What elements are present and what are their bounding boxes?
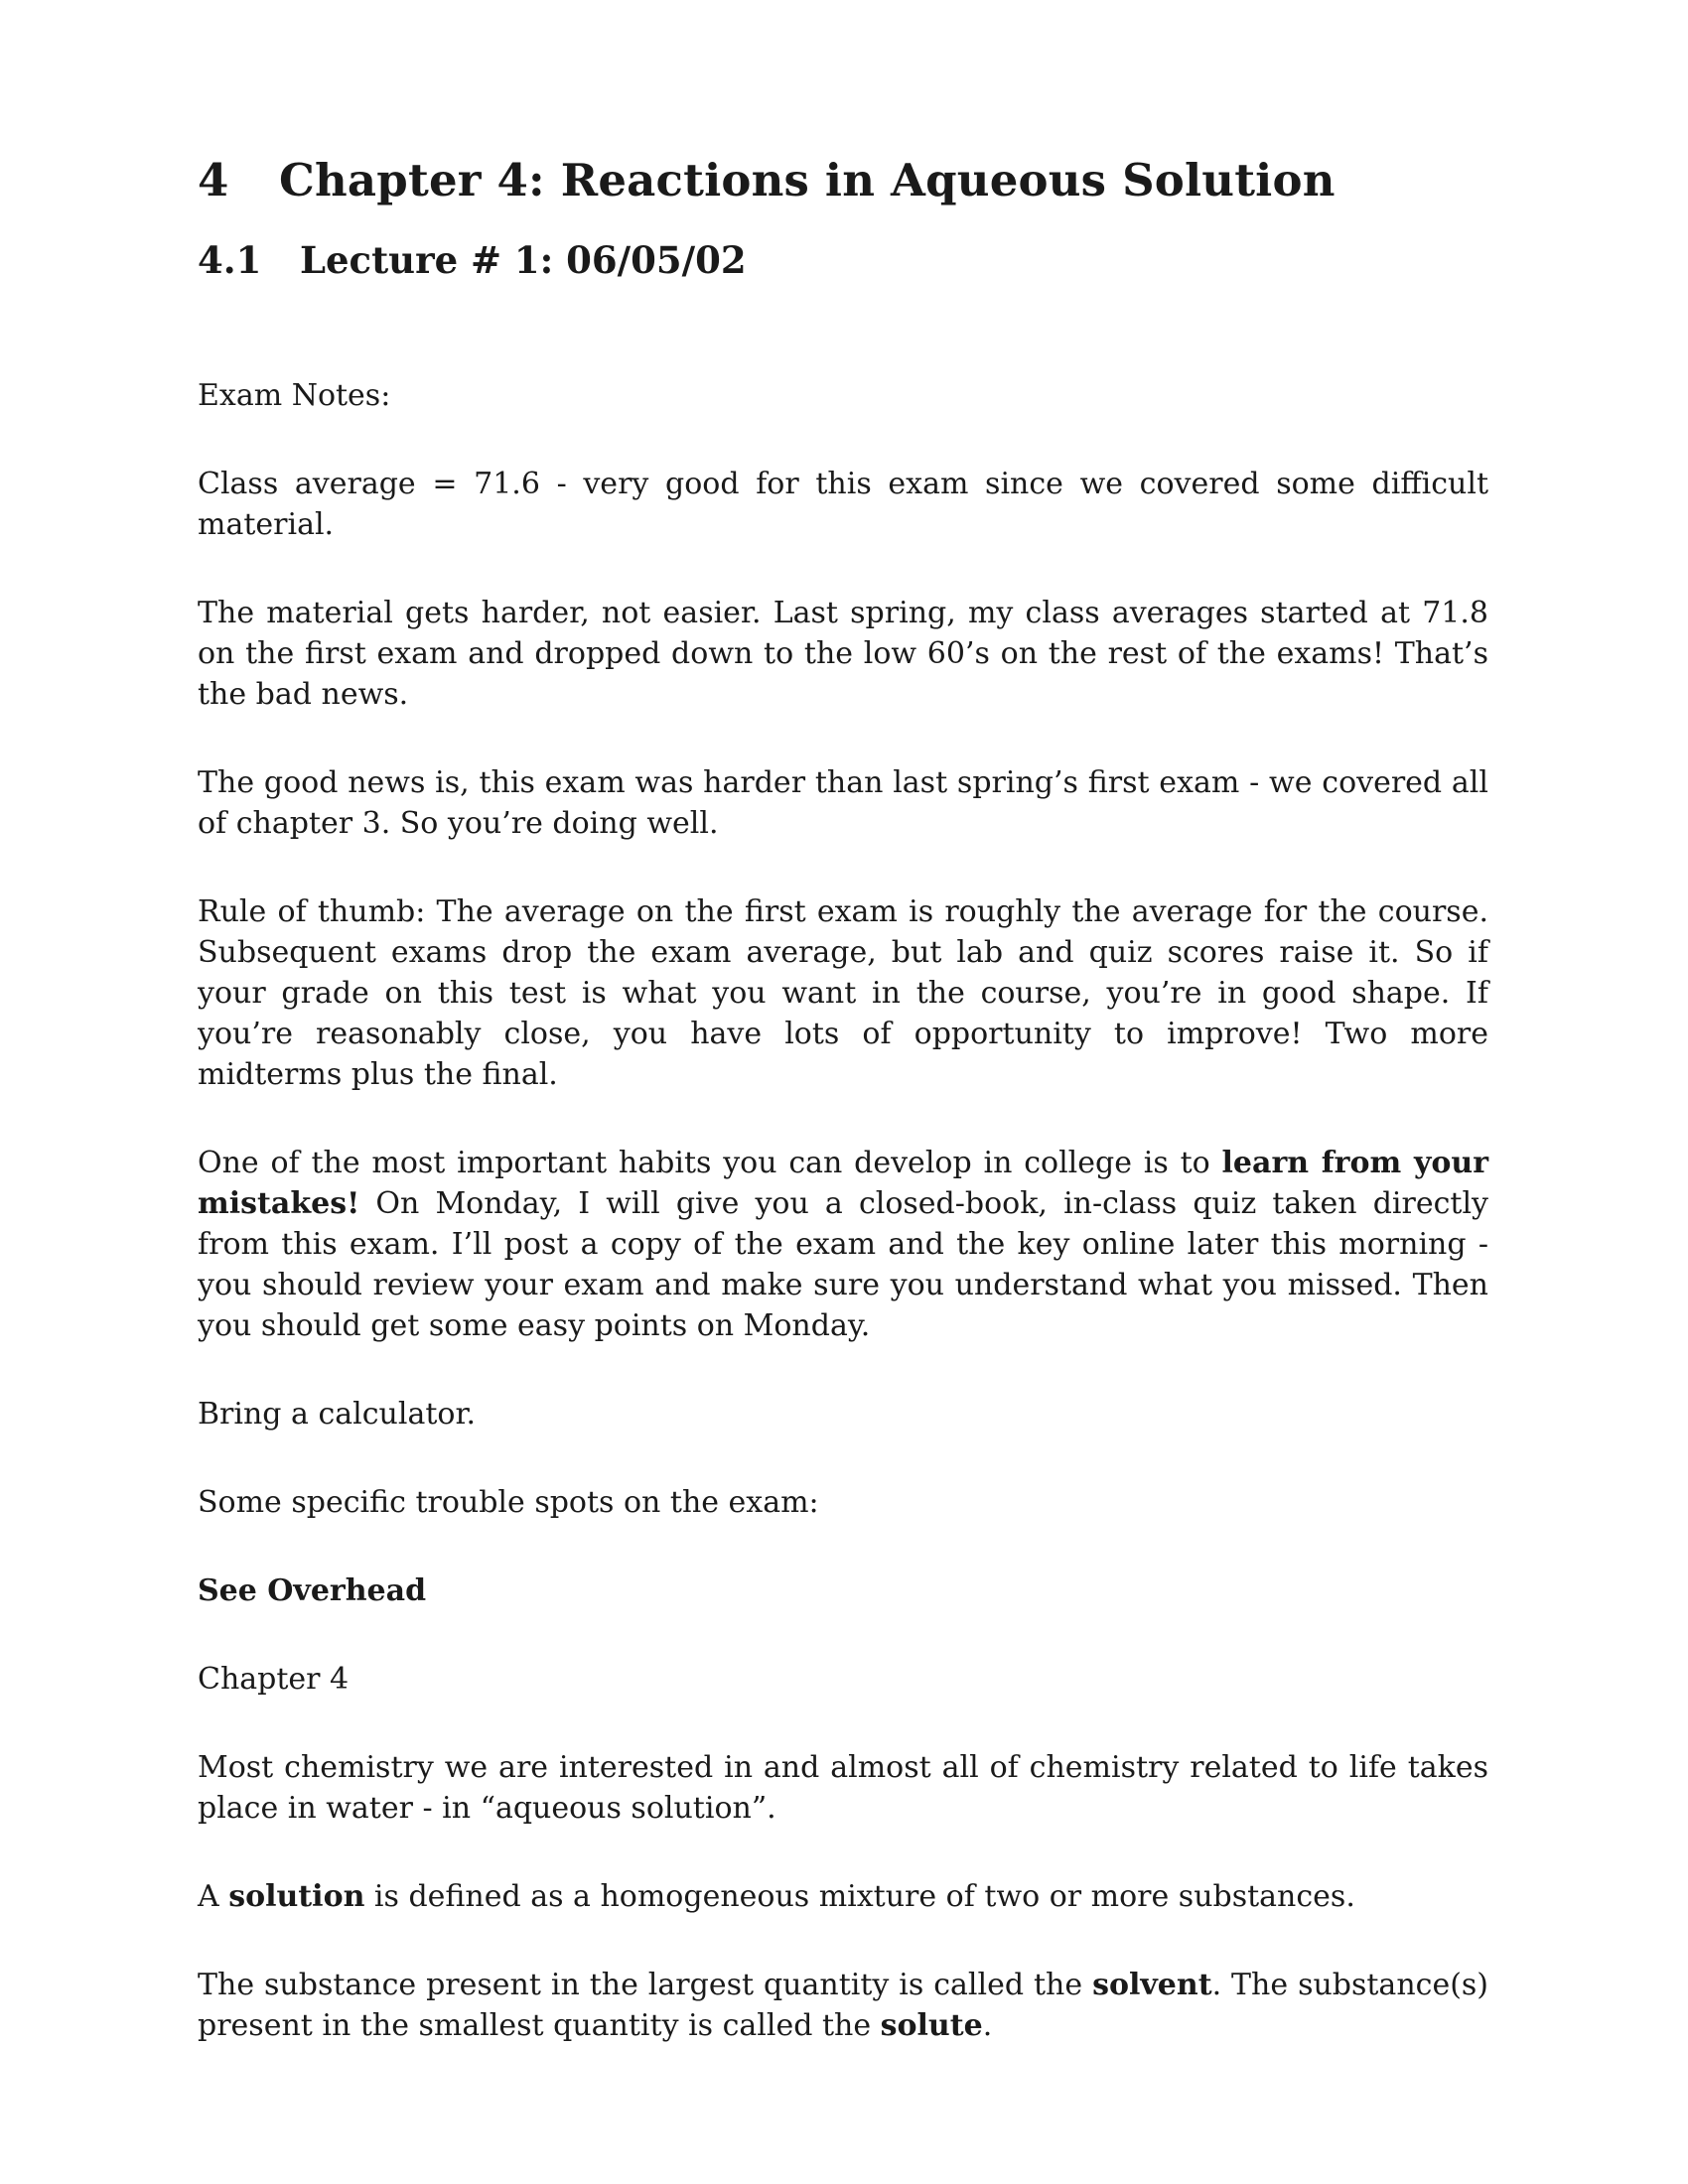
section-number: 4.1: [198, 238, 262, 282]
chapter-4-label: Chapter 4: [198, 1662, 350, 1697]
trouble-spots-paragraph: Some specific trouble spots on the exam:: [198, 1485, 819, 1520]
body-text: [198, 375, 1488, 2046]
exam-notes-label: Exam Notes:: [198, 378, 391, 413]
class-average-paragraph: Class average = 71.6 - very good for this exam since we covered some difficult material.: [198, 467, 1488, 542]
good-news-paragraph: The good news is, this exam was harder than last spring’s first exam - we covered all of chapter 3. So you’re doing well.: [198, 765, 1488, 841]
solution-text-before: A: [198, 1879, 229, 1914]
solvent-text-middle: . The substance(s) present in the smallest quantity is called the: [198, 1968, 1489, 2043]
solvent-text-before: The substance present in the largest quantity is called the: [198, 1968, 1093, 2002]
chapter-title: Chapter 4: Reactions in Aqueous Solution: [279, 154, 1336, 206]
chapter-heading: [198, 149, 1488, 212]
solvent-solute-paragraph: [198, 1965, 1488, 2046]
rule-of-thumb-paragraph: Rule of thumb: The average on the first exam is roughly the average for the course. Subsequent exams drop the exam average, but lab and quiz scores raise it. So if your grade on this test is what you want in the course, you’re in good shape. If you’re reasonably close, you have lots of opportunity to improve! Two more midterms plus the final.: [198, 894, 1488, 1092]
solution-definition-paragraph: [198, 1876, 1488, 1917]
learn-text-before: One of the most important habits you can develop in college is to: [198, 1146, 1222, 1180]
learn-text-after: On Monday, I will give you a closed-book, in-class quiz taken directly from this exam. I’ll post a copy of the exam and the key online later this morning - you should review your exam and make sure you understand what you missed. Then you should get some easy points on Monday.: [198, 1186, 1488, 1343]
aqueous-solution-paragraph: Most chemistry we are interested in and almost all of chemistry related to life takes place in water - in “aqueous solution”.: [198, 1750, 1488, 1826]
solution-term: solution: [228, 1879, 365, 1914]
learn-from-mistakes-paragraph: [198, 1143, 1488, 1346]
solvent-term: solvent: [1092, 1968, 1212, 2002]
bring-calculator-paragraph: Bring a calculator.: [198, 1397, 477, 1432]
solute-term: solute: [880, 2008, 983, 2043]
chapter-number: 4: [198, 154, 229, 206]
material-harder-paragraph: The material gets harder, not easier. Last spring, my class averages started at 71.8 on the first exam and dropped down to the low 60’s on the rest of the exams! That’s the bad news.: [198, 596, 1488, 712]
see-overhead-text: See Overhead: [198, 1573, 427, 1608]
page-content: [198, 149, 1488, 2094]
section-title: Lecture # 1: 06/05/02: [300, 238, 747, 282]
see-overhead-paragraph: [198, 1570, 1488, 1611]
solution-text-after: is defined as a homogeneous mixture of two or more substances.: [364, 1879, 1355, 1914]
solute-text-after: .: [982, 2008, 993, 2043]
learn-emphasis: learn from your mistakes!: [198, 1146, 1489, 1221]
section-heading: [198, 232, 1488, 288]
